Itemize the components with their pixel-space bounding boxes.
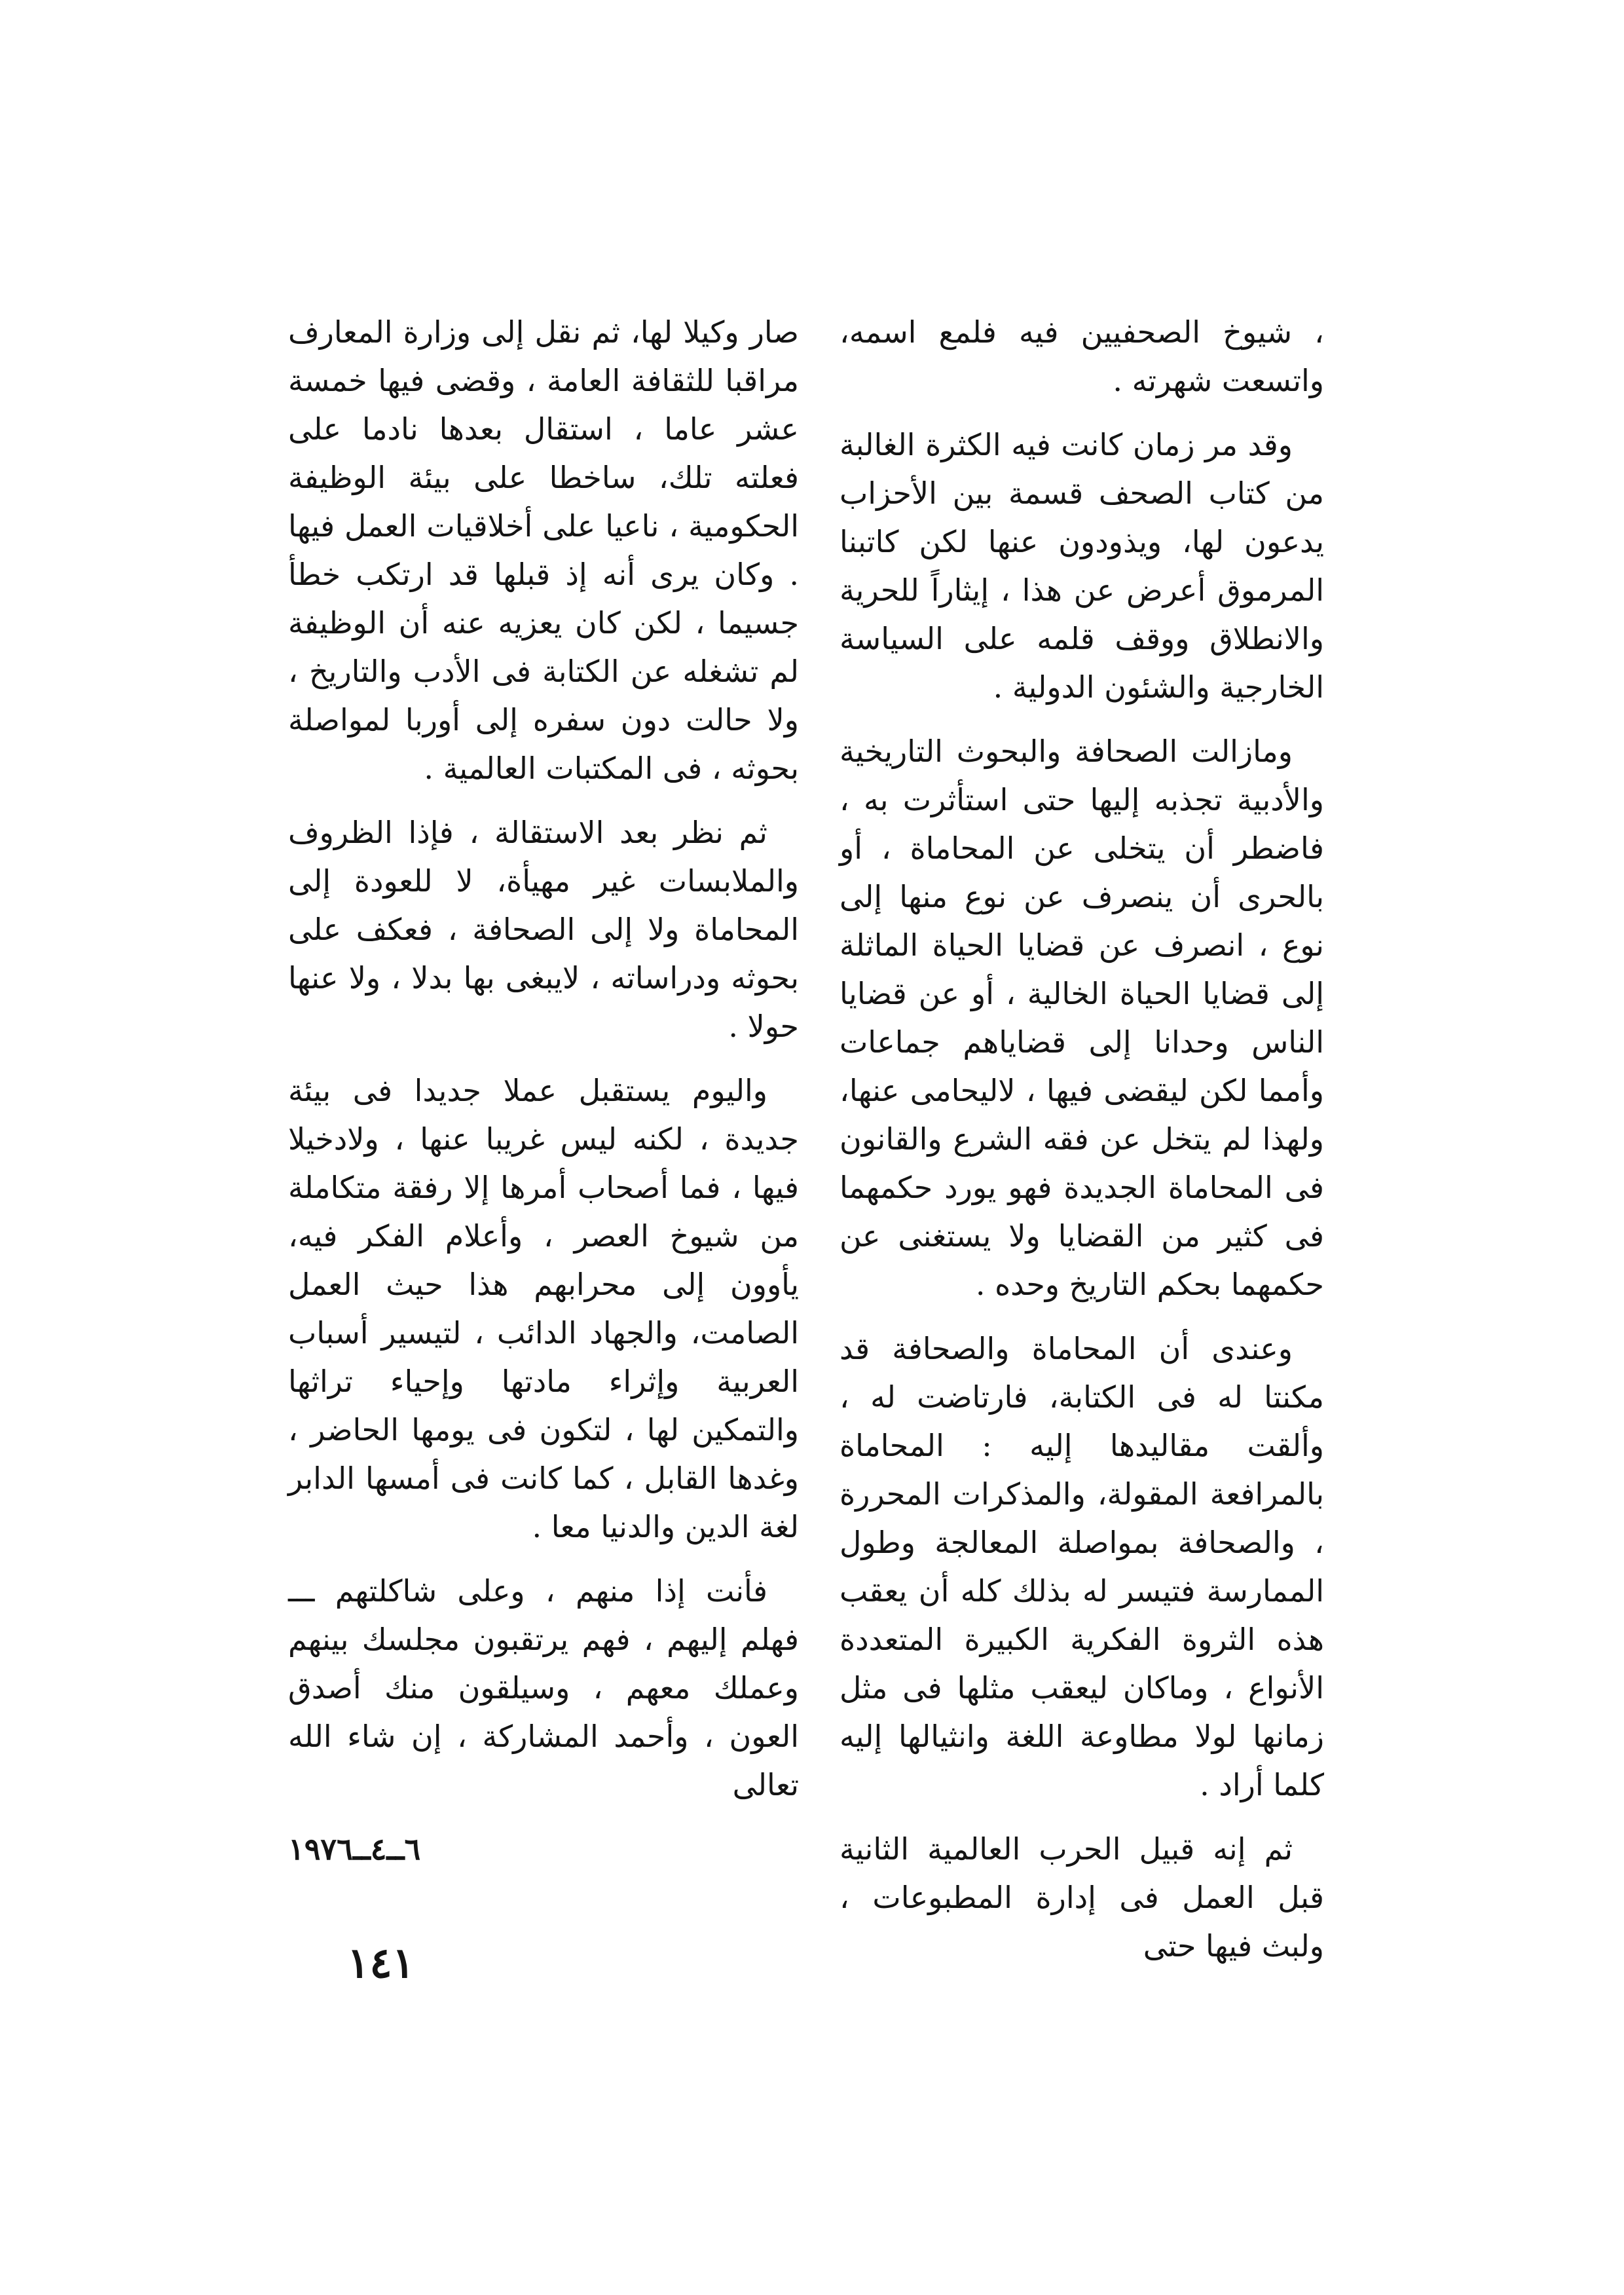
- right-text-column: [840, 308, 1324, 1986]
- left-text-column: [288, 308, 799, 1889]
- article-date: ٦ــ٤ــ١٩٧٦: [288, 1831, 421, 1867]
- paragraph: صار وكيلا لها، ثم نقل إلى وزارة المعارف مراقبا للثقافة العامة ، وقضى فيها خمسة عشر عاما ، استقال بعدها نادما على فعلته تلك، ساخطا على بيئة الوظيفة الحكومية ، ناعيا على أخلاقيات العمل فيها . وكان يرى أنه إذ قبلها قد ارتكب خطأ جسيما ، لكن كان يعزيه عنه أن الوظيفة لم تشغله عن الكتابة فى الأدب والتاريخ ، ولا حالت دون سفره إلى أوربا لمواصلة بحوثه ، فى المكتبات العالمية .: [288, 314, 799, 786]
- paragraph: ومازالت الصحافة والبحوث التاريخية والأدبية تجذبه إليها حتى استأثرت به ، فاضطر أن يتخلى عن المحاماة ، أو بالحرى أن ينصرف عن نوع منها إلى نوع ، انصرف عن قضايا الحياة الماثلة إلى قضايا الحياة الخالية ، أو عن قضايا الناس وحدانا إلى قضاياهم جماعات وأمما لكن ليقضى فيها ، لاليحامى عنها، ولهذا لم يتخل عن فقه الشرع والقانون فى المحاماة الجديدة فهو يورد حكمهما فى كثير من القضايا ولا يستغنى عن حكمهما بحكم التاريخ وحده .: [840, 734, 1324, 1302]
- paragraph: واليوم يستقبل عملا جديدا فى بيئة جديدة ، لكنه ليس غريبا عنها ، ولادخيلا فيها ، فما أصحاب أمرها إلا رفقة متكاملة من شيوخ العصر ، وأعلام الفكر فيه، يأوون إلى محرابهم هذا حيث العمل الصامت، والجهاد الدائب ، لتيسير أسباب العربية وإثراء مادتها وإحياء تراثها والتمكين لها ، لتكون فى يومها الحاضر ، وغدها القابل ، كما كانت فى أمسها الدابر لغة الدين والدنيا معا .: [288, 1073, 799, 1544]
- paragraph: وقد مر زمان كانت فيه الكثرة الغالبة من كتاب الصحف قسمة بين الأحزاب يدعون لها، ويذودون عنها لكن كاتبنا المرموق أعرض عن هذا ، إيثاراً للحرية والانطلاق ووقف قلمه على السياسة الخارجية والشئون الدولية .: [840, 427, 1324, 705]
- paragraph: ثم إنه قبيل الحرب العالمية الثانية قبل العمل فى إدارة المطبوعات ، ولبث فيها حتى: [840, 1831, 1324, 1964]
- page-number: ١٤١: [347, 1939, 415, 1988]
- paragraph: وعندى أن المحاماة والصحافة قد مكنتا له فى الكتابة، فارتاضت له ، وألقت مقاليدها إليه : المحاماة بالمرافعة المقولة، والمذكرات المحررة ، والصحافة بمواصلة المعالجة وطول الممارسة فتيسر له بذلك كله أن يعقب هذه الثروة الفكرية الكبيرة المتعددة الأنواع ، وماكان ليعقب مثلها فى مثل زمانها لولا مطاوعة اللغة وانثيالها إليه كلما أراد .: [840, 1331, 1324, 1802]
- paragraph: فأنت إذا منهم ، وعلى شاكلتهم ـــ فهلم إليهم ، فهم يرتقبون مجلسك بينهم وعملك معهم ، وسيلقون منك أصدق العون ، وأحمد المشاركة ، إن شاء الله تعالى: [288, 1573, 799, 1802]
- paragraph: ، شيوخ الصحفيين فيه فلمع اسمه، واتسعت شهرته .: [840, 314, 1324, 398]
- paragraph: ثم نظر بعد الاستقالة ، فإذا الظروف والملابسات غير مهيأة، لا للعودة إلى المحاماة ولا إلى الصحافة ، فعكف على بحوثه ودراساته ، لايبغى بها بدلا ، ولا عنها حولا .: [288, 815, 799, 1044]
